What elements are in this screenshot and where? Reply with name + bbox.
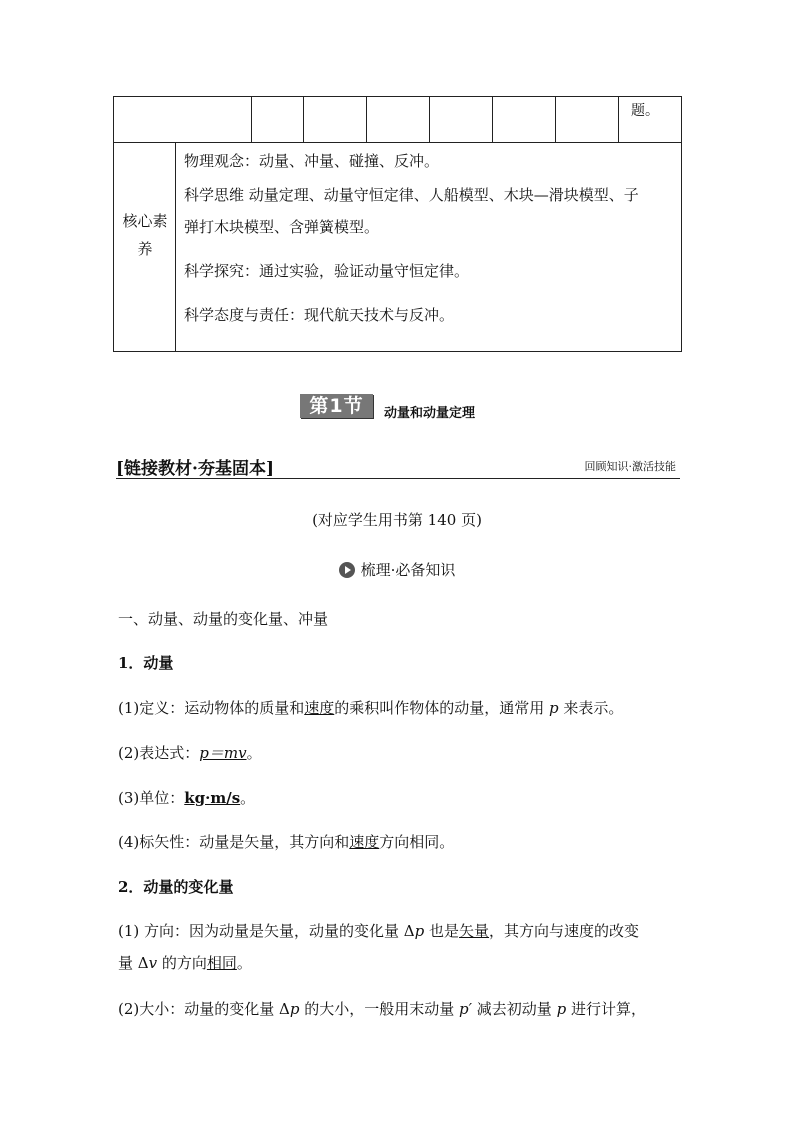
- paragraph-magnitude: [118, 998, 646, 1019]
- table-cell: [493, 97, 556, 142]
- text-run: 。: [246, 744, 262, 762]
- heading-level1: 一、动量、动量的变化量、冲量: [118, 610, 329, 628]
- text-run: 。: [240, 789, 256, 807]
- literacy-line-scientific-thinking-cont: 弹打木块模型、含弹簧模型。: [184, 218, 380, 236]
- table-cell: [430, 97, 493, 142]
- math-variable: p: [556, 1000, 567, 1018]
- text-run: 也是: [424, 922, 460, 940]
- underlined-answer: 速度: [304, 699, 335, 717]
- table-cell: [367, 97, 430, 142]
- math-variable: p: [414, 922, 425, 940]
- section-number-badge: 第1节: [300, 394, 373, 418]
- table-row-top: [114, 97, 681, 143]
- paragraph-direction-line2: [118, 952, 252, 973]
- module-banner: [116, 452, 680, 479]
- text-run: (3)单位：: [118, 789, 185, 807]
- paragraph-direction-line1: [118, 920, 639, 941]
- text-run: (2)大小：动量的变化量 Δ: [118, 1000, 290, 1018]
- text-run: (2)表达式：: [118, 744, 200, 762]
- table-cell: [556, 97, 619, 142]
- table-cell: [114, 97, 252, 142]
- page-reference: (对应学生用书第 140 页): [312, 511, 482, 529]
- underlined-answer: 速度: [349, 833, 380, 851]
- section-title: 动量和动量定理: [384, 406, 476, 421]
- literacy-line-physics-concept: 物理观念：动量、冲量、碰撞、反冲。: [184, 152, 440, 170]
- subheading-text: 梳理·必备知识: [360, 561, 456, 579]
- underlined-answer: kg·m/s: [184, 789, 241, 807]
- table-cell-text: 题。: [631, 103, 659, 119]
- heading-momentum-change: 2．动量的变化量: [118, 878, 234, 896]
- core-literacy-label-cell: [114, 142, 176, 351]
- literacy-line-scientific-thinking: 科学思维 动量定理、动量守恒定律、人船模型、木块—滑块模型、子: [184, 186, 639, 204]
- text-run: ，其方向与速度的改变: [489, 922, 640, 940]
- text-run: 减去初动量: [472, 1000, 557, 1018]
- core-literacy-table: [113, 96, 682, 352]
- math-variable: p′: [459, 1000, 473, 1018]
- text-run: 。: [236, 954, 252, 972]
- module-banner-subtitle: 回顾知识·激活技能: [584, 460, 676, 473]
- text-run: (4)标矢性：动量是矢量，其方向和: [118, 833, 350, 851]
- underlined-answer: 矢量: [459, 922, 490, 940]
- text-run: 方向相同。: [379, 833, 455, 851]
- core-literacy-label-line2: 养: [137, 240, 153, 258]
- paragraph-definition: [118, 697, 623, 718]
- text-run: 量 Δ: [118, 954, 149, 972]
- literacy-line-scientific-attitude: 科学态度与责任：现代航天技术与反冲。: [184, 306, 455, 324]
- text-run: 的大小，一般用末动量: [299, 1000, 460, 1018]
- module-banner-title: [链接教材·夯基固本]: [116, 459, 275, 479]
- subheading: [0, 559, 794, 580]
- text-run: 的乘积叫作物体的动量，通常用: [334, 699, 550, 717]
- paragraph-vector: [118, 831, 454, 852]
- core-literacy-label-line1: 核心素: [122, 212, 168, 230]
- heading-momentum: 1．动量: [118, 654, 174, 672]
- underlined-answer: 相同: [206, 954, 237, 972]
- text-run: (1)定义：运动物体的质量和: [118, 699, 305, 717]
- paragraph-unit: [118, 787, 255, 808]
- table-cell: [252, 97, 304, 142]
- text-run: 进行计算，: [566, 1000, 646, 1018]
- text-run: 来表示。: [558, 699, 624, 717]
- math-variable: v: [148, 954, 158, 972]
- underlined-answer: p＝mv: [199, 744, 247, 762]
- play-circle-icon: [339, 562, 355, 578]
- text-run: (1) 方向：因为动量是矢量，动量的变化量 Δ: [118, 922, 415, 940]
- math-variable: p: [549, 699, 559, 717]
- core-literacy-content-cell: [176, 142, 681, 351]
- table-cell: [619, 97, 681, 142]
- math-variable: p: [289, 1000, 300, 1018]
- literacy-line-scientific-inquiry: 科学探究：通过实验，验证动量守恒定律。: [184, 262, 470, 280]
- paragraph-expression: [118, 742, 262, 763]
- text-run: 的方向: [157, 954, 207, 972]
- table-cell: [304, 97, 367, 142]
